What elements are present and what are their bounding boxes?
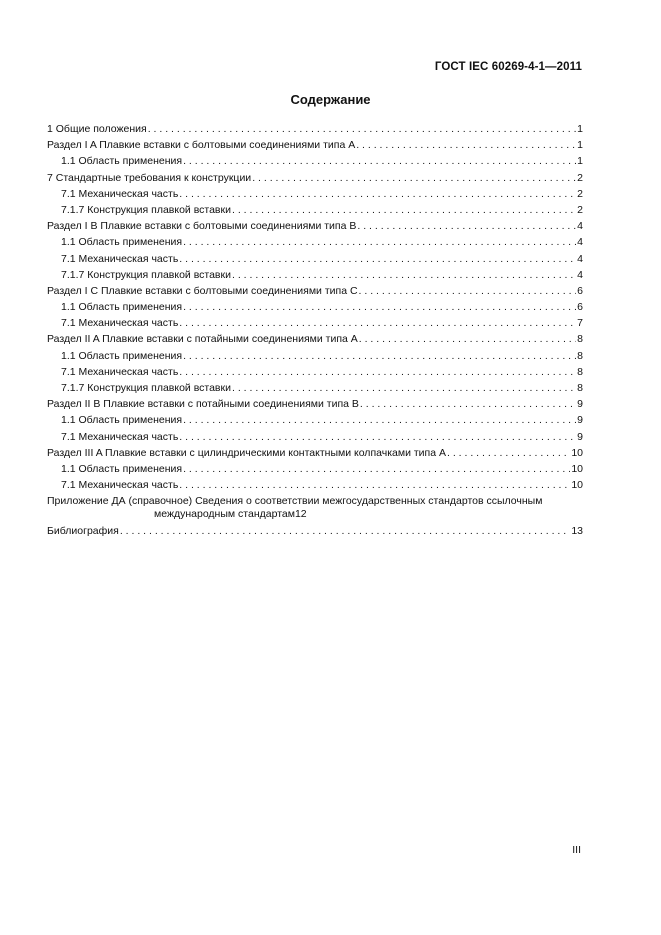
toc-entry-title: 7.1.7 Конструкция плавкой вставки	[61, 203, 231, 216]
toc-entry	[47, 204, 583, 217]
toc-entry-title: Раздел I A Плавкие вставки с болтовыми соединениями типа А	[47, 139, 356, 152]
toc-entry-title: 1.1 Область применения	[61, 155, 183, 168]
toc-entry-page: 8	[577, 365, 583, 378]
toc-entry	[47, 479, 583, 492]
dot-leader	[183, 350, 576, 363]
toc-entry	[47, 366, 583, 379]
toc-entry	[47, 236, 583, 249]
toc-entry-page: 4	[577, 252, 583, 265]
toc-entry	[47, 447, 583, 460]
toc-entry	[47, 398, 583, 411]
toc-entry	[47, 301, 583, 314]
toc-entry	[47, 431, 583, 444]
toc-entry-title: 7.1 Механическая часть	[61, 365, 179, 378]
toc-entry-page: 9	[577, 398, 583, 411]
dot-leader	[183, 414, 576, 427]
dot-leader	[179, 479, 570, 492]
toc-entry-title: Раздел II B Плавкие вставки с потайными соединениями типа В	[47, 398, 359, 411]
toc-entry	[47, 172, 583, 185]
toc-entry-title: 1.1 Область применения	[61, 301, 183, 314]
appendix-title-line2-row	[47, 508, 583, 521]
dot-leader	[360, 398, 576, 411]
toc-entry-page: 8	[577, 349, 583, 362]
toc-entry-title: 1.1 Область применения	[61, 414, 183, 427]
toc-entry-title: 7.1.7 Конструкция плавкой вставки	[61, 382, 231, 394]
dot-leader	[232, 382, 576, 395]
toc-entry-appendix	[47, 495, 583, 521]
toc-entry-page: 9	[577, 414, 583, 427]
toc-entry-title: 7.1 Механическая часть	[61, 317, 179, 330]
toc-entry-title: 7.1.7 Конструкция плавкой вставки	[61, 268, 231, 281]
toc-entry	[47, 155, 583, 168]
toc-entry-title: 1 Общие положения	[47, 123, 147, 135]
toc-entry-title: 7 Стандартные требования к конструкции	[47, 171, 252, 184]
dot-leader	[183, 301, 576, 314]
toc-entry-page: 10	[571, 446, 583, 459]
toc-entry-page: 2	[577, 203, 583, 216]
dot-leader	[252, 172, 576, 185]
toc-entry-page: 9	[577, 430, 583, 443]
toc-entry-title: 7.1 Механическая часть	[61, 252, 179, 265]
toc-title: Содержание	[290, 92, 371, 107]
dot-leader	[179, 317, 576, 330]
toc-entry-page: 8	[577, 333, 583, 346]
toc-entry	[47, 350, 583, 363]
dot-leader	[356, 139, 576, 152]
toc-entry-page: 1	[577, 155, 583, 168]
toc-entry-title: Библиография	[47, 524, 119, 537]
toc-entry-page: 10	[571, 479, 583, 492]
dot-leader	[179, 431, 576, 444]
toc-entry-page: 6	[577, 284, 583, 297]
toc-entry	[47, 123, 583, 136]
dot-leader	[232, 204, 576, 217]
toc-entry-title: 7.1 Механическая часть	[61, 430, 179, 443]
appendix-title-line1: Приложение ДА (справочное) Сведения о соответствии межгосударственных стандартов ссылочным	[47, 495, 543, 508]
dot-leader	[447, 447, 570, 460]
dot-leader	[183, 155, 576, 168]
toc-entry	[47, 139, 583, 152]
toc-entry-page: 4	[577, 236, 583, 249]
toc-entry-page: 6	[577, 301, 583, 314]
toc-entry	[47, 317, 583, 330]
toc-entry	[47, 285, 583, 298]
toc-entry-title: 7.1 Механическая часть	[61, 479, 179, 492]
page-number: III	[572, 844, 581, 856]
toc-entry	[47, 269, 583, 282]
toc-entry-page: 10	[571, 462, 583, 475]
dot-leader	[359, 333, 576, 346]
toc-entry-page: 1	[577, 139, 583, 152]
toc-entry-page: 4	[577, 268, 583, 281]
toc-entry-title: 7.1 Механическая часть	[61, 187, 179, 200]
dot-leader	[357, 220, 576, 233]
toc-entry-page: 12	[294, 508, 307, 521]
toc-entry-page: 8	[577, 382, 583, 394]
toc-entry	[47, 414, 583, 427]
dot-leader	[179, 366, 576, 379]
dot-leader	[120, 525, 570, 538]
dot-leader	[359, 285, 577, 298]
toc-entry-title: 1.1 Область применения	[61, 462, 183, 475]
toc-entry	[47, 253, 583, 266]
toc-entry	[47, 333, 583, 346]
toc-entry-title: 1.1 Область применения	[61, 349, 183, 362]
toc-entry	[47, 463, 583, 476]
dot-leader	[179, 253, 576, 266]
dot-leader	[179, 188, 576, 201]
toc-entry-page: 4	[577, 220, 583, 233]
toc-entry-page: 2	[577, 171, 583, 184]
appendix-title-line2: международным стандартам	[154, 508, 295, 521]
toc-entry-page: 13	[571, 524, 583, 537]
toc-entry-page: 7	[577, 317, 583, 330]
toc-entry-title: Раздел I B Плавкие вставки с болтовыми соединениями типа В	[47, 220, 357, 233]
toc-entry	[47, 382, 583, 395]
toc-entry-page: 2	[577, 187, 583, 200]
table-of-contents	[47, 123, 583, 541]
toc-entry	[47, 188, 583, 201]
toc-entry-title: Раздел II A Плавкие вставки с потайными соединениями типа А	[47, 333, 358, 346]
document-id: ГОСТ IEC 60269-4-1—2011	[434, 61, 582, 73]
toc-entry-title: Раздел III A Плавкие вставки с цилиндрическими контактными колпачками типа А	[47, 446, 446, 459]
toc-entry-bibliography	[47, 525, 583, 538]
dot-leader	[183, 236, 576, 249]
dot-leader	[148, 123, 576, 136]
dot-leader	[183, 463, 570, 476]
toc-entry-page: 1	[577, 123, 583, 135]
toc-entry-title: Раздел I C Плавкие вставки с болтовыми соединениями типа С	[47, 284, 358, 297]
toc-entry	[47, 220, 583, 233]
dot-leader	[232, 269, 576, 282]
toc-entry-title: 1.1 Область применения	[61, 236, 183, 249]
